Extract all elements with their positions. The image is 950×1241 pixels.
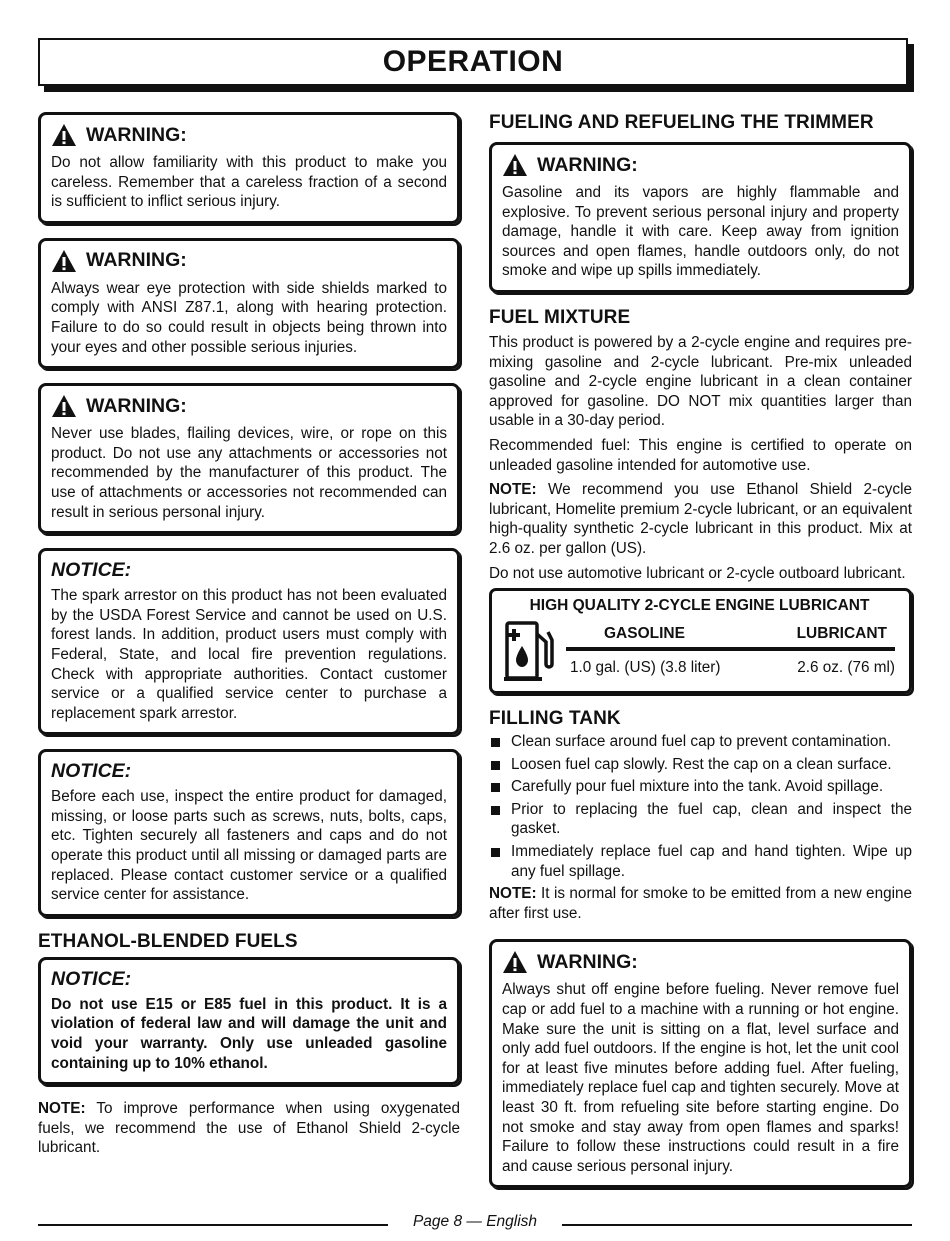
warning-box-2	[38, 238, 460, 369]
page-footer	[38, 1212, 912, 1234]
lubricant-table-title: HIGH QUALITY 2-CYCLE ENGINE LUBRICANT	[529, 597, 870, 615]
list-item: Immediately replace fuel cap and hand tighten. Wipe up any fuel spillage.	[489, 842, 912, 881]
warning-triangle-icon	[502, 153, 528, 177]
list-item: Loosen fuel cap slowly. Rest the cap on a clean surface.	[489, 755, 912, 775]
notice-text: Before each use, inspect the entire product for damaged, missing, or loose parts such as screws, nuts, bolts, caps, etc. Tighten securely all fasteners and caps and do not operate this product until all missing or damaged parts are replaced. Please contact customer service or a qualified service center for assistance.	[51, 788, 447, 904]
ethanol-notice-box	[38, 957, 460, 1085]
notice-text: The spark arrestor on this product has not been evaluated by the USDA Forest Service and cannot be used on U.S. forest lands. In addition, product users must comply with Federal, State, and local fire prevention regulations. Check with appropriate authorities. Contact customer service or a qualified service center to purchase a replacement spark arrestor.	[51, 587, 447, 722]
page-number: Page 8 — English	[412, 1213, 538, 1230]
fuel-mixture-p3: Do not use automotive lubricant or 2-cycle outboard lubricant.	[489, 564, 906, 582]
warning-triangle-icon	[502, 950, 528, 974]
page-title-bar	[38, 38, 908, 86]
warning-text: Do not allow familiarity with this product to make you careless. Remember that a careless fraction of a second is sufficient to inflict serious injury.	[51, 154, 447, 211]
fuel-mixture-p2: Recommended fuel: This engine is certified to operate on unleaded gasoline intended for automotive use.	[489, 436, 912, 474]
warning-text: Always wear eye protection with side shields marked to comply with ANSI Z87.1, along with hearing protection. Failure to do so could result in objects being thrown into your eyes and other possible serious injuries.	[51, 279, 447, 356]
warning-triangle-icon	[51, 394, 77, 418]
list-item: Prior to replacing the fuel cap, clean and inspect the gasket.	[489, 800, 912, 839]
page-title: OPERATION	[382, 45, 564, 78]
warning-text: Never use blades, flailing devices, wire, or rope on this product. Do not use any attachments or accessories not recommended by the manufacturer of this product. The use of attachments or accessories not recommended can result in serious personal injury.	[51, 425, 447, 521]
lubricant-value: 2.6 oz. (76 ml)	[797, 659, 895, 677]
list-item: Carefully pour fuel mixture into the tank. Avoid spillage.	[489, 777, 912, 797]
filling-note: NOTE: It is normal for smoke to be emitted from a new engine after first use.	[489, 885, 912, 922]
warning-box-1	[38, 112, 460, 224]
warning-triangle-icon	[51, 249, 77, 273]
table-row	[566, 651, 895, 677]
fuel-mixture-heading: FUEL MIXTURE	[489, 306, 631, 328]
warning-header: WARNING:	[51, 123, 447, 147]
warning-header: WARNING:	[51, 249, 447, 273]
filling-tank-heading: FILLING TANK	[489, 708, 621, 730]
warning-box-3	[38, 383, 460, 534]
warning-header: WARNING:	[502, 153, 899, 177]
ethanol-note: NOTE: To improve performance when using oxygenated fuels, we recommend the use of Ethanol Shield 2-cycle lubricant.	[38, 1100, 460, 1157]
notice-header: NOTICE:	[51, 760, 132, 783]
gasoline-value: 1.0 gal. (US) (3.8 liter)	[570, 659, 721, 677]
fuel-mixture-note: NOTE: We recommend you use Ethanol Shield 2-cycle lubricant, Homelite premium 2-cycle lubricant, or an equivalent high-quality synthetic 2-cycle lubricant in this product. Mix at 2.6 oz. per gallon (US).	[489, 481, 912, 557]
right-column	[489, 112, 912, 1202]
final-warning-box	[489, 939, 912, 1188]
table-header-row	[566, 625, 895, 651]
notice-box-1	[38, 548, 460, 735]
fuel-pump-icon	[504, 620, 556, 682]
col-lubricant-header: LUBRICANT	[796, 625, 887, 643]
fueling-heading: FUELING AND REFUELING THE TRIMMER	[489, 112, 874, 133]
warning-text: Gasoline and its vapors are highly flammable and explosive. To prevent serious personal injury and property damage, handle it with care. Keep away from ignition sources and open flames, handle outdoors only, do not smoke and wipe up spills immediately.	[502, 184, 899, 280]
warning-header: WARNING:	[502, 950, 899, 974]
warning-triangle-icon	[51, 123, 77, 147]
warning-text: Always shut off engine before fueling. Never remove fuel cap or add fuel to a machine with a running or hot engine. Make sure the unit is sitting on a flat, level surface and only add fuel outdoors. If the engine is hot, let the unit cool for at least five minutes before adding fuel. After fueling, immediately replace fuel cap and tighten securely. Move at least 30 ft. from refueling site before starting engine. Do not smoke and stay away from open flames and sparks! Failure to follow these instructions could result in a fire and cause serious personal injury.	[502, 981, 899, 1175]
filling-list	[489, 732, 912, 881]
fuel-mixture-p1: This product is powered by a 2-cycle engine and requires pre-mixing gasoline and 2-cycle lubricant. Pre-mix unleaded gasoline and 2-cycle engine lubricant in a clean container approved for gasoline. DO NOT mix quantities larger than usable in a 30-day period.	[489, 333, 912, 430]
lubricant-table	[489, 588, 912, 694]
ethanol-heading: ETHANOL-BLENDED FUELS	[38, 930, 298, 952]
warning-header: WARNING:	[51, 394, 447, 418]
notice-box-2	[38, 749, 460, 917]
col-gasoline-header: GASOLINE	[604, 625, 685, 643]
notice-header: NOTICE:	[51, 967, 132, 990]
ethanol-notice-text: Do not use E15 or E85 fuel in this product. It is a violation of federal law and will damage the unit and void your warranty. Only use unleaded gasoline containing up to 10% ethanol.	[51, 995, 447, 1072]
fueling-warning-box	[489, 142, 912, 293]
list-item: Clean surface around fuel cap to prevent contamination.	[489, 732, 912, 752]
left-column	[38, 112, 460, 1158]
notice-header: NOTICE:	[51, 559, 132, 582]
